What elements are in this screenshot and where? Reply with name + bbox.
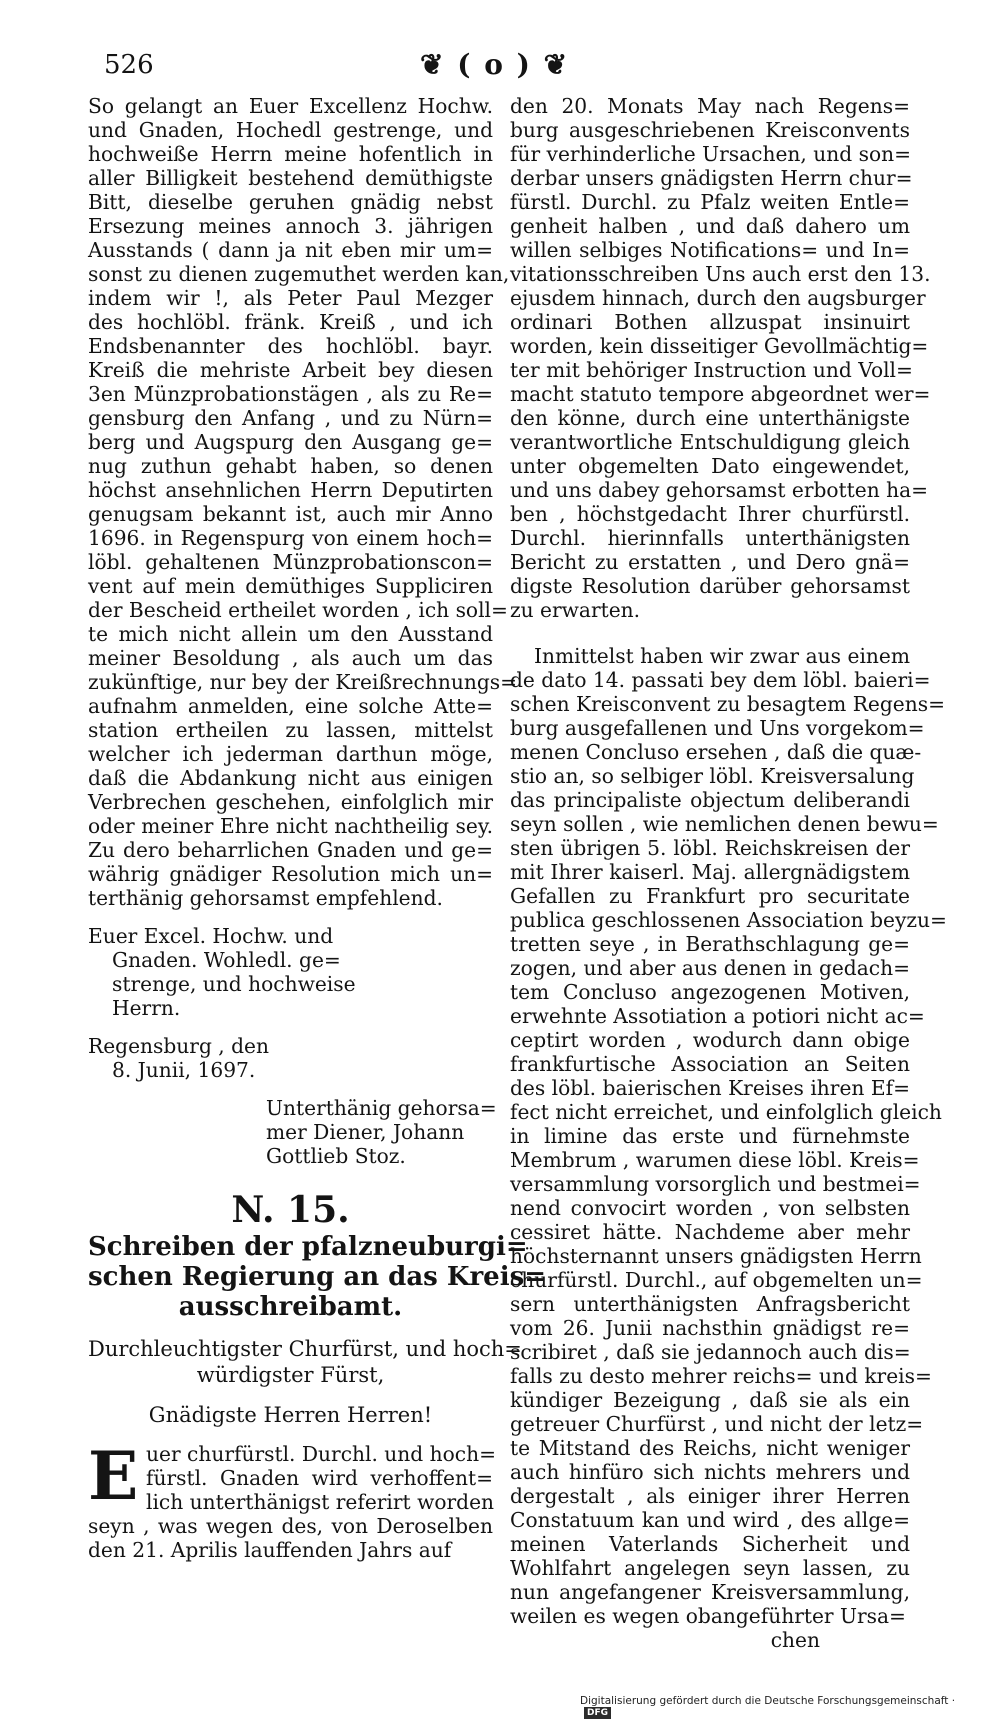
drop-cap: E [88,1437,139,1515]
title-line: schen Regierung an das Kreis= [88,1262,547,1292]
text-line: und uns dabey gehorsamst erbotten ha= [510,478,929,502]
document-title [88,1232,547,1322]
right-paragraph-2 [510,644,947,1628]
text-line: zukünftige, nur bey der Kreißrechnungs= [88,670,518,694]
left-paragraph-2 [88,1437,497,1562]
text-line: kündiger Bezeigung , daß sie als ein [510,1388,910,1412]
text-line: seyn , was wegen des, von Deroselben [88,1514,493,1538]
text-line: te Mitstand des Reichs, nicht weniger [510,1436,910,1460]
closing-line: Euer Excel. Hochw. und [88,924,334,948]
text-line: So gelangt an Euer Excellenz Hochw. [88,94,493,118]
text-line: zogen, und aber aus denen in gedach= [510,956,910,980]
text-line: verantwortliche Entschuldigung gleich [510,430,910,454]
text-line: oder meiner Ehre nicht nachtheilig sey. [88,814,493,838]
text-line: aufnahm anmelden, eine solche Atte= [88,694,493,718]
text-line: aller Billigkeit bestehend demüthigste [88,166,493,190]
text-line: publica geschlossenen Association beyzu= [510,908,947,932]
closing-formula [88,924,493,1020]
text-line: des hochlöbl. fränk. Kreiß , und ich [88,310,493,334]
title-line: ausschreibamt. [178,1292,403,1322]
text-line: dergestalt , als einiger ihrer Herren [510,1484,910,1508]
text-line: scribiret , daß sie jedannoch auch dis= [510,1340,911,1364]
text-line: tretten seye , in Berathschlagung ge= [510,932,910,956]
text-line: vom 26. Junii nachsthin gnädigst re= [510,1316,910,1340]
text-line: Endsbenannter des hochlöbl. bayr. [88,334,493,358]
text-line: Kreiß die mehriste Arbeit bey diesen [88,358,493,382]
text-line: ben , höchstgedacht Ihrer churfürstl. [510,502,910,526]
text-line: ordinari Bothen allzuspat insinuirt [510,310,910,334]
text-line: schen Kreisconvent zu besagtem Regens= [510,692,946,716]
salutation-line: würdigster Fürst, [196,1363,385,1387]
text-line: uer churfürstl. Durchl. und hoch= [146,1442,497,1466]
text-line: cessiret hätte. Nachdeme aber mehr [510,1220,910,1244]
text-line: für verhinderliche Ursachen, und son= [510,142,912,166]
text-line: Wohlfahrt angelegen seyn lassen, zu [510,1556,910,1580]
text-line: macht statuto tempore abgeordnet wer= [510,382,931,406]
text-line: vent auf mein demüthiges Suppliciren [88,574,493,598]
dfg-logo: DFG [584,1707,611,1719]
text-line: Ausstands ( dann ja nit eben mir um= [88,238,493,262]
text-line: daß die Abdankung nicht aus einigen [88,766,493,790]
right-paragraph-1 [510,94,931,622]
place-date-line: Regensburg , den [88,1034,269,1058]
text-line: te mich nicht allein um den Ausstand [88,622,493,646]
closing-line: strenge, und hochweise [112,972,356,996]
text-line: meiner Besoldung , als auch um das [88,646,493,670]
salutation-2: Gnädigste Herren Herren! [148,1403,433,1427]
signature-block [88,1096,497,1168]
text-line: station ertheilen zu lassen, mittelst [88,718,493,742]
text-line: churfürstl. Durchl., auf obgemelten un= [510,1268,923,1292]
text-line: den 21. Aprilis lauffenden Jahrs auf [88,1538,452,1562]
text-line: fürstl. Gnaden wird verhoffent= [146,1466,493,1490]
text-line: sern unterthänigsten Anfragsbericht [510,1292,910,1316]
text-line: lich unterthänigst referirt worden [146,1490,495,1514]
text-line: währig gnädiger Resolution mich un= [88,862,493,886]
signature-line: Gottlieb Stoz. [266,1144,406,1168]
text-line: höchsternannt unsers gnädigsten Herrn [510,1244,922,1268]
text-line: Constatuum kan und wird , des allge= [510,1508,910,1532]
title-line: Schreiben der pfalzneuburgi= [88,1232,528,1262]
text-line: vitationsschreiben Uns auch erst den 13. [510,262,931,286]
left-column [88,94,547,1562]
closing-line: Gnaden. Wohledl. ge= [112,948,341,972]
text-line: weilen es wegen obangeführter Ursa= [510,1604,906,1628]
text-line: nun angefangener Kreisversammlung, [510,1580,910,1604]
page-number: 526 [104,50,154,80]
catchword: chen [770,1628,820,1652]
text-line: seyn sollen , wie nemlichen denen bewu= [510,812,939,836]
text-line: derbar unsers gnädigsten Herrn chur= [510,166,913,190]
text-line: 1696. in Regenspurg von einem hoch= [88,526,493,550]
text-line: Ersezung meines annoch 3. jährigen [88,214,493,238]
text-line: zu erwarten. [510,598,641,622]
signature-line: mer Diener, Johann [266,1120,465,1144]
footer-text: Digitalisierung gefördert durch die Deutsche Forschungsgemeinschaft · [580,1695,956,1707]
signature-line: Unterthänig gehorsa= [266,1096,497,1120]
place-date [88,1034,493,1082]
text-line: stio an, so selbiger löbl. Kreisversalung [510,764,915,788]
text-line: des löbl. baierischen Kreises ihren Ef= [510,1076,910,1100]
text-line: ceptirt worden , wodurch dann obige [510,1028,910,1052]
right-column [510,94,947,1652]
text-line: mit Ihrer kaiserl. Maj. allergnädigstem [510,860,910,884]
document-number: N. 15. [231,1189,350,1231]
text-line: willen selbiges Notifications= und In= [510,238,910,262]
text-line: in limine das erste und fürnehmste [510,1124,910,1148]
digitization-footer [580,1695,980,1718]
text-line: de dato 14. passati bey dem löbl. baieri= [510,668,931,692]
text-line: sten übrigen 5. löbl. Reichskreisen der [510,836,910,860]
text-line: falls zu desto mehrer reichs= und kreis= [510,1364,932,1388]
text-line: höchst ansehnlichen Herrn Deputirten [88,478,493,502]
text-line: worden, kein disseitiger Gevollmächtig= [510,334,929,358]
text-line: welcher ich jederman darthun möge, [88,742,493,766]
text-line: ter mit behöriger Instruction und Voll= [510,358,913,382]
closing-line: Herrn. [112,996,181,1020]
text-line: Durchl. hierinnfalls unterthänigsten [510,526,910,550]
text-line: Zu dero beharrlichen Gnaden und ge= [88,838,493,862]
text-line: auch hinfüro sich nichts mehrers und [510,1460,910,1484]
text-line: frankfurtische Association an Seiten [510,1052,910,1076]
left-paragraph-1 [88,94,518,910]
text-line: Membrum , warumen diese löbl. Kreis= [510,1148,920,1172]
text-line: Inmittelst haben wir zwar aus einem [534,644,910,668]
text-line: burg ausgeschriebenen Kreisconvents [510,118,910,142]
text-line: 3en Münzprobationstägen , als zu Re= [88,382,493,406]
text-line: nug zuthun gehabt haben, so denen [88,454,493,478]
text-line: den könne, durch eine unterthänigste [510,406,910,430]
text-line: Verbrechen geschehen, einfolglich mir [88,790,493,814]
salutation-line: Durchleuchtigster Churfürst, und hoch= [88,1337,522,1361]
page-header [0,48,1000,88]
text-line: hochweiße Herrn meine hofentlich in [88,142,493,166]
salutation [88,1336,522,1388]
text-line: sonst zu dienen zugemuthet werden kan, [88,262,510,286]
text-line: unter obgemelten Dato eingewendet, [510,454,910,478]
text-line: tem Concluso angezogenen Motiven, [510,980,910,1004]
text-line: löbl. gehaltenen Münzprobationscon= [88,550,493,574]
text-line: getreuer Churfürst , und nicht der letz= [510,1412,924,1436]
text-line: ejusdem hinnach, durch den augsburger [510,286,926,310]
text-line: fürstl. Durchl. zu Pfalz weiten Entle= [510,190,910,214]
text-line: Bitt, dieselbe geruhen gnädig nebst [88,190,493,214]
place-date-line: 8. Junii, 1697. [112,1058,256,1082]
text-line: genheit halben , und daß dahero um [510,214,910,238]
text-line: erwehnte Assotiation a potiori nicht ac= [510,1004,925,1028]
text-line: Gefallen zu Frankfurt pro securitate [510,884,910,908]
text-line: gensburg den Anfang , und zu Nürn= [88,406,493,430]
text-line: und Gnaden, Hochedl gestrenge, und [88,118,493,142]
text-line: burg ausgefallenen und Uns vorgekom= [510,716,925,740]
text-line: berg und Augspurg den Ausgang ge= [88,430,493,454]
text-line: den 20. Monats May nach Regens= [510,94,910,118]
header-ornament: ❦ ( o ) ❦ [420,48,570,81]
text-line: nend convocirt worden , von selbsten [510,1196,910,1220]
text-line: meinen Vaterlands Sicherheit und [510,1532,910,1556]
text-line: das principaliste objectum deliberandi [510,788,910,812]
text-line: menen Concluso ersehen , daß die quæ- [510,740,922,764]
text-line: fect nicht erreichet, und einfolglich gleich [510,1100,942,1124]
text-line: Bericht zu erstatten , und Dero gnä= [510,550,910,574]
text-line: terthänig gehorsamst empfehlend. [88,886,443,910]
text-line: versammlung vorsorglich und bestmei= [510,1172,921,1196]
text-line: digste Resolution darüber gehorsamst [510,574,910,598]
text-line: genugsam bekannt ist, auch mir Anno [88,502,493,526]
text-line: der Bescheid ertheilet worden , ich soll= [88,598,508,622]
text-line: indem wir !, als Peter Paul Mezger [88,286,493,310]
